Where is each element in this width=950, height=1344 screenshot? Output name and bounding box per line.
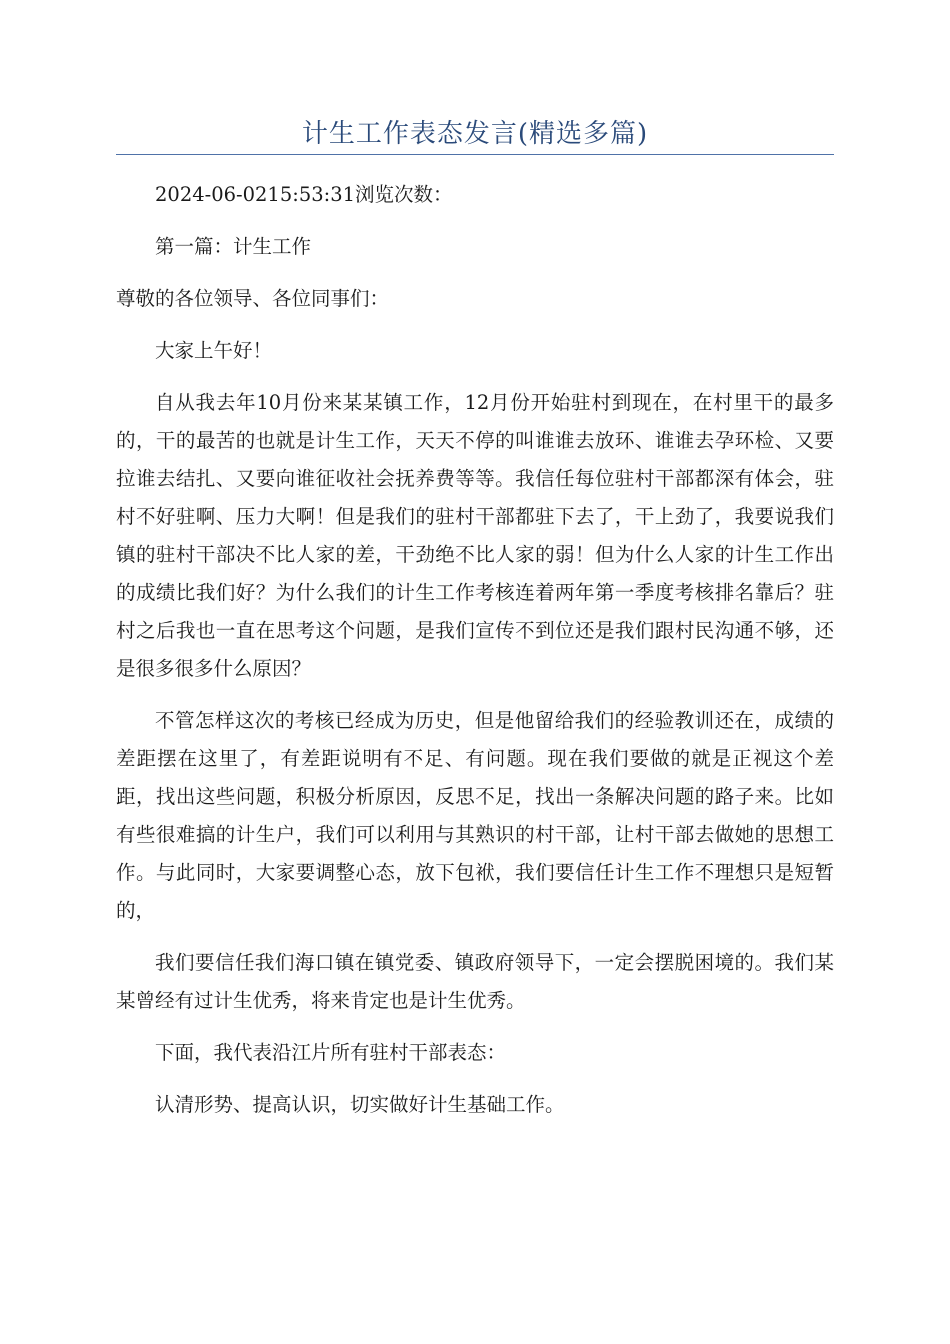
paragraph-3: 我们要信任我们海口镇在镇党委、镇政府领导下，一定会摆脱困境的。我们某某曾经有过计生优秀，将来肯定也是计生优秀。 [116, 951, 834, 1012]
paragraph-1: 自从我去年10月份来某某镇工作，12月份开始驻村到现在，在村里干的最多的，干的最苦的也就是计生工作，天天不停的叫谁谁去放环、谁谁去孕环检、又要拉谁去结扎、又要向谁征收社会抚养费等等。我信任每位驻村干部都深有体会，驻村不好驻啊、压力大啊！但是我们的驻村干部都驻下去了，干上劲了，我要说我们镇的驻村干部决不比人家的差，干劲绝不比人家的弱！但为什么人家的计生工作出的成绩比我们好？为什么我们的计生工作考核连着两年第一季度考核排名靠后？驻村之后我也一直在思考这个问题，是我们宣传不到位还是我们跟村民沟通不够，还是很多很多什么原因？ [116, 391, 834, 680]
paragraph-4: 下面，我代表沿江片所有驻村干部表态： [155, 1041, 507, 1064]
section-heading: 第一篇：计生工作 [155, 235, 312, 258]
paragraph-2: 不管怎样这次的考核已经成为历史，但是他留给我们的经验教训还在，成绩的差距摆在这里了，有差距说明有不足、有问题。现在我们要做的就是正视这个差距，找出这些问题，积极分析原因，反思不足，找出一条解决问题的路子来。比如有些很难搞的计生户，我们可以利用与其熟识的村干部，让村干部去做她的思想工作。与此同时，大家要调整心态，放下包袱，我们要信任计生工作不理想只是短暂的， [116, 709, 834, 922]
salutation: 尊敬的各位领导、各位同事们： [116, 287, 390, 310]
meta-line: 2024-06-0215:53:31浏览次数： [155, 183, 453, 206]
paragraph-5: 认清形势、提高认识，切实做好计生基础工作。 [155, 1093, 565, 1116]
greeting: 大家上午好！ [155, 339, 273, 362]
document-title: 计生工作表态发言(精选多篇) [301, 119, 649, 149]
title-underline [116, 154, 834, 155]
document-body [116, 176, 834, 1138]
